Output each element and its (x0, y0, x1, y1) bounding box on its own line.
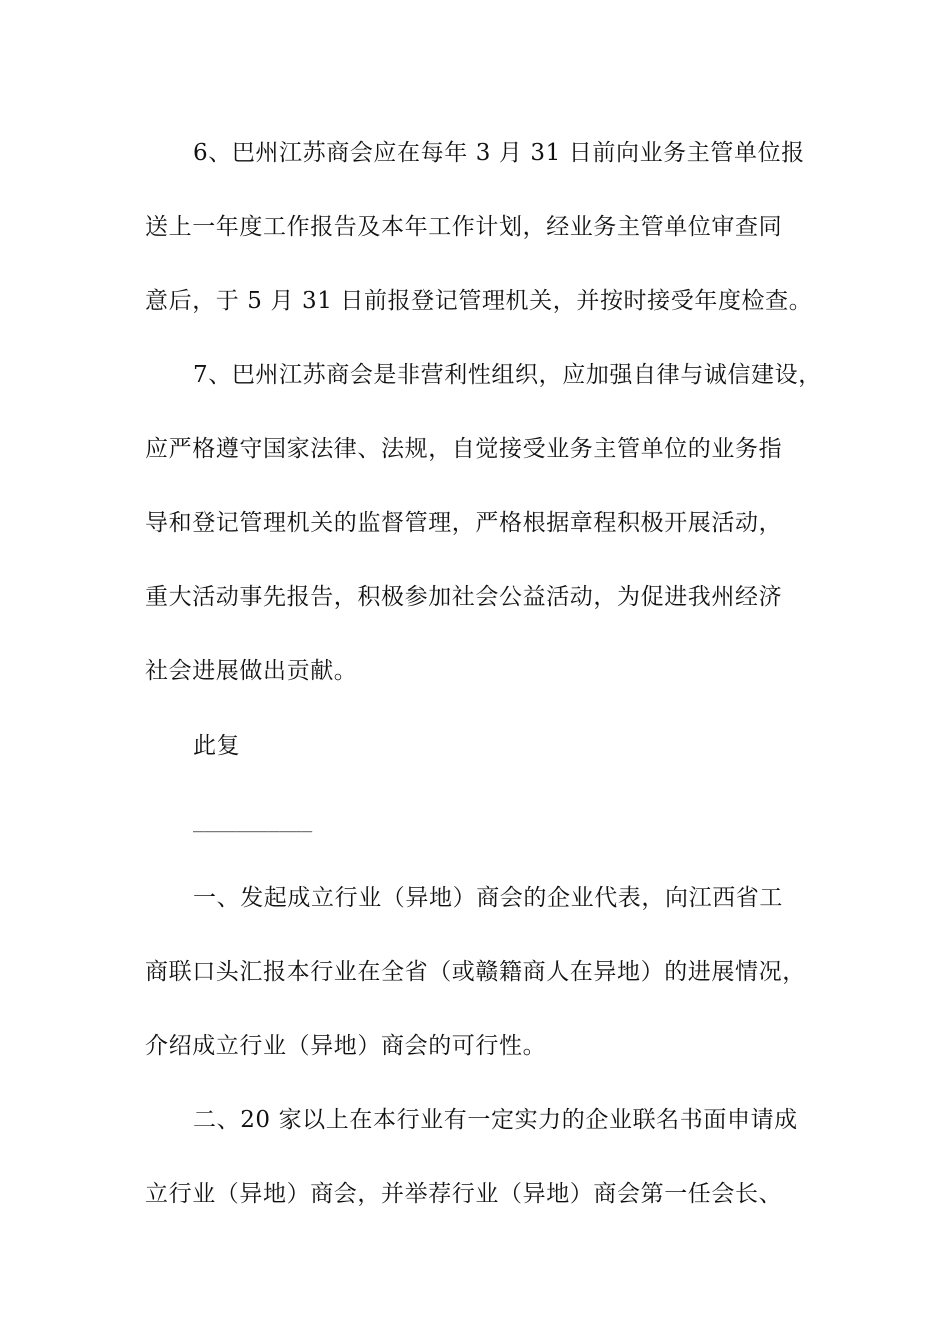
paragraph-6-line-2: 送上一年度工作报告及本年工作计划，经业务主管单位审查同 (145, 214, 783, 240)
step-1-line-2: 商联口头汇报本行业在全省（或赣籍商人在异地）的进展情况， (145, 959, 806, 985)
paragraph-7-line-1: 7、巴州江苏商会是非营利性组织，应加强自律与诚信建设， (193, 362, 822, 388)
closing-reply: 此复 (193, 733, 241, 759)
step-1-line-1: 一、发起成立行业（异地）商会的企业代表，向江西省工 (193, 885, 783, 911)
step-2-line-1: 二、20 家以上在本行业有一定实力的企业联名书面申请成 (193, 1107, 798, 1133)
divider-rule: ___________ (193, 812, 313, 833)
paragraph-7-line-3: 导和登记管理机关的监督管理，严格根据章程积极开展活动， (145, 510, 783, 536)
paragraph-7-line-2: 应严格遵守国家法律、法规，自觉接受业务主管单位的业务指 (145, 436, 783, 462)
step-2-line-2: 立行业（异地）商会，并举荐行业（异地）商会第一任会长、 (145, 1181, 783, 1207)
paragraph-6-line-3: 意后，于 5 月 31 日前报登记管理机关，并按时接受年度检查。 (145, 288, 813, 314)
paragraph-7-line-4: 重大活动事先报告，积极参加社会公益活动，为促进我州经济 (145, 584, 783, 610)
paragraph-6-line-1: 6、巴州江苏商会应在每年 3 月 31 日前向业务主管单位报 (193, 140, 805, 166)
step-1-line-3: 介绍成立行业（异地）商会的可行性。 (145, 1033, 547, 1059)
paragraph-7-line-5: 社会进展做出贡献。 (145, 658, 358, 684)
